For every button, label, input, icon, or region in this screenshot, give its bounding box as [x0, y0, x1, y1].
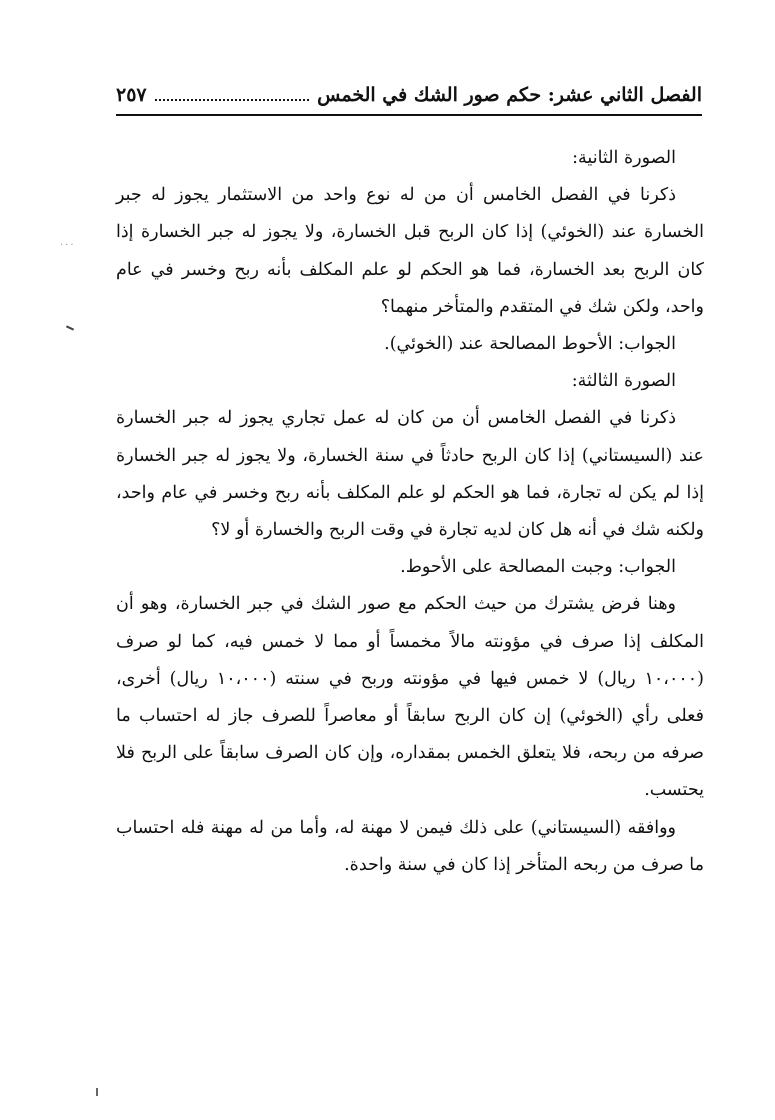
margin-mark [66, 325, 74, 330]
leader-dots [155, 99, 310, 101]
running-title: الفصل الثاني عشر: حكم صور الشك في الخمس [317, 84, 702, 106]
page-body [116, 140, 704, 884]
running-header [116, 76, 702, 116]
paragraph-second: ذكرنا في الفصل الخامس أن من له نوع واحد من الاستثمار يجوز له جبر الخسارة عند (الخوئي) إذا كان الربح قبل الخسارة، ولا يجوز له جبر الخسارة إذا كان الربح بعد الخسارة، فما هو الحكم لو علم المكلف بأنه ربح وخسر في عام واحد، ولكن شك في المتقدم والمتأخر منهما؟ [116, 185, 704, 317]
answer-third: الجواب: وجبت المصالحة على الأحوط. [400, 557, 676, 578]
paragraph-note: وهنا فرض يشترك من حيث الحكم مع صور الشك في جبر الخسارة، وهو أن المكلف إذا صرف في مؤونته مالاً مخمساً أو مما لا خمس فيه، كما لو صرف (١٠،٠٠٠ ريال) لا خمس فيها في مؤونته وربح في سنته (١٠،٠٠٠ ريال) أخرى، فعلى رأي (الخوئي) إن كان الربح سابقاً أو معاصراً للصرف جاز له احتساب ما صرفه من ربحه، فلا يتعلق الخمس بمقداره، وإن كان الصرف سابقاً على الربح فلا يحتسب. [116, 594, 704, 801]
paragraph-third: ذكرنا في الفصل الخامس أن من كان له عمل تجاري يجوز له جبر الخسارة عند (السيستاني) إذا كان الربح حادثاً في سنة الخسارة، ولا يجوز له جبر الخسارة إذا لم يكن له تجارة، فما هو الحكم لو علم المكلف بأنه ربح وخسر في عام واحد، ولكنه شك في أنه هل كان لديه تجارة في وقت الربح والخسارة أو لا؟ [116, 408, 704, 541]
page-number: ٢٥٧ [116, 84, 147, 106]
section-heading-second: الصورة الثانية: [572, 148, 676, 168]
footer-mark [96, 1088, 98, 1096]
answer-second: الجواب: الأحوط المصالحة عند (الخوئي). [384, 334, 676, 355]
margin-dots: ··· [60, 240, 76, 251]
paragraph-note-2: ووافقه (السيستاني) على ذلك فيمن لا مهنة له، وأما من له مهنة فله احتساب ما صرف من ربحه المتأخر إذا كان في سنة واحدة. [116, 817, 704, 875]
section-heading-third: الصورة الثالثة: [571, 371, 676, 392]
